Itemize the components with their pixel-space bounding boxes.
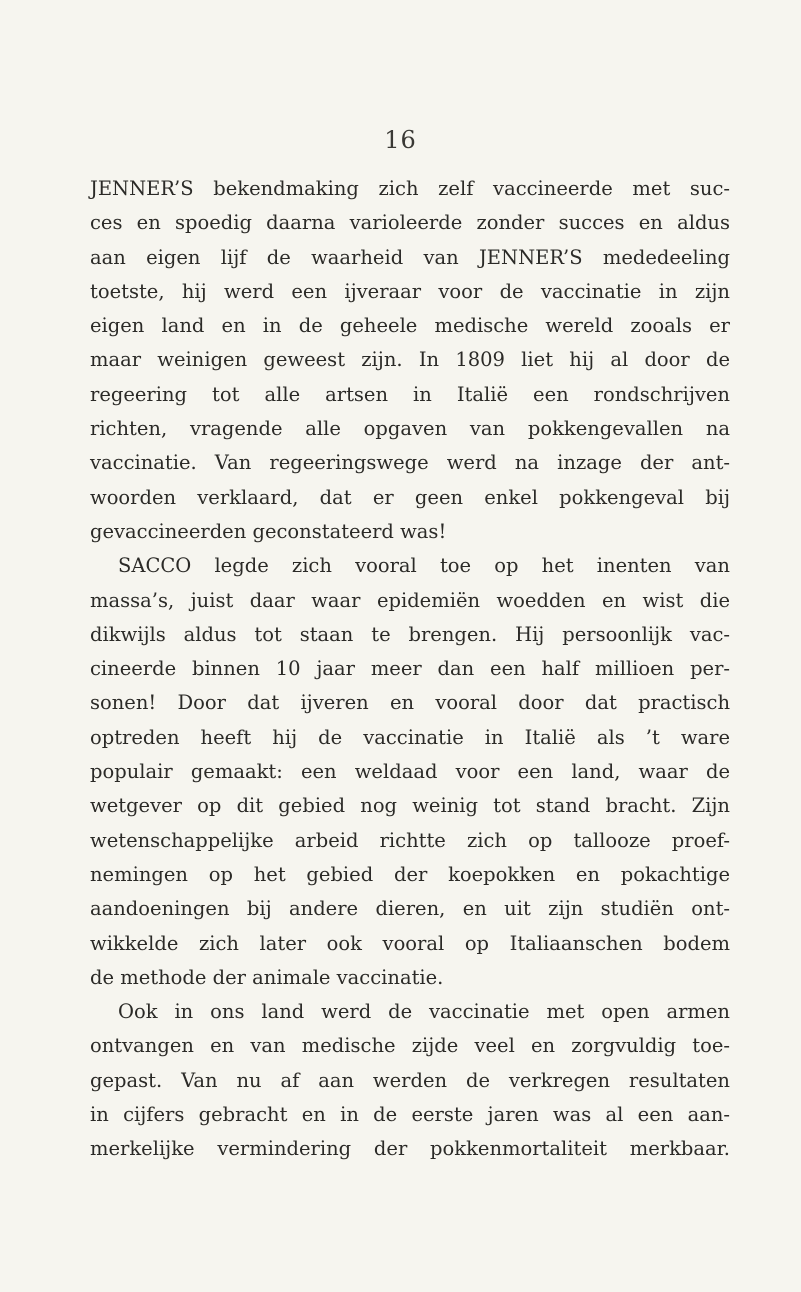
text-line: eigen land en in de geheele medische wereld zooals er (90, 314, 730, 338)
text-line: in cijfers gebracht en in de eerste jaren was al een aan- (90, 1103, 730, 1127)
text-line: aandoeningen bij andere dieren, en uit zijn studiën ont- (90, 897, 730, 921)
text-line: ontvangen en van medische zijde veel en zorgvuldig toe- (90, 1034, 730, 1058)
text-line: JENNER’S bekendmaking zich zelf vaccineerde met suc- (90, 177, 730, 200)
text-line: wetenschappelijke arbeid richtte zich op tallooze proef- (90, 828, 730, 852)
text-line: ces en spoedig daarna varioleerde zonder succes en aldus (90, 211, 730, 235)
text-line: merkelijke vermindering der pokkenmortaliteit merkbaar. (90, 1137, 730, 1161)
text-line: richten, vragende alle opgaven van pokkengevallen na (90, 417, 730, 441)
text-line: maar weinigen geweest zijn. In 1809 liet hij al door de (90, 348, 730, 372)
text-line: cineerde binnen 10 jaar meer dan een half millioen per- (90, 657, 730, 681)
text-line: aan eigen lijf de waarheid van JENNER’S mededeeling (90, 245, 730, 269)
text-line: sonen! Door dat ijveren en vooral door dat practisch (90, 691, 730, 715)
text-line: vaccinatie. Van regeeringswege werd na inzage der ant- (90, 451, 730, 475)
text-line: dikwijls aldus tot staan te brengen. Hij persoonlijk vac- (90, 622, 730, 646)
text-line: regeering tot alle artsen in Italië een rondschrijven (90, 382, 730, 406)
text-line: nemingen op het gebied der koepokken en pokachtige (90, 862, 730, 886)
body-text (90, 172, 730, 1167)
text-line: gepast. Van nu af aan werden de verkregen resultaten (90, 1068, 730, 1092)
text-line: optreden heeft hij de vaccinatie in Italië als ’t ware (90, 725, 730, 749)
text-line: wetgever op dit gebied nog weinig tot stand bracht. Zijn (90, 794, 730, 818)
text-line: SACCO legde zich vooral toe op het inenten van (118, 554, 730, 578)
text-line: de methode der animale vaccinatie. (90, 965, 444, 989)
text-line: woorden verklaard, dat er geen enkel pokkengeval bij (90, 485, 730, 509)
text-line: massa’s, juist daar waar epidemiën woedden en wist die (90, 588, 730, 612)
text-line: wikkelde zich later ook vooral op Italiaanschen bodem (90, 931, 730, 955)
text-line: populair gemaakt: een weldaad voor een land, waar de (90, 760, 730, 784)
text-line: Ook in ons land werd de vaccinatie met open armen (118, 1000, 730, 1024)
page-number: 16 (384, 126, 417, 154)
text-line: toetste, hij werd een ijveraar voor de vaccinatie in zijn (90, 279, 730, 303)
text-line: gevaccineerden geconstateerd was! (90, 519, 447, 543)
